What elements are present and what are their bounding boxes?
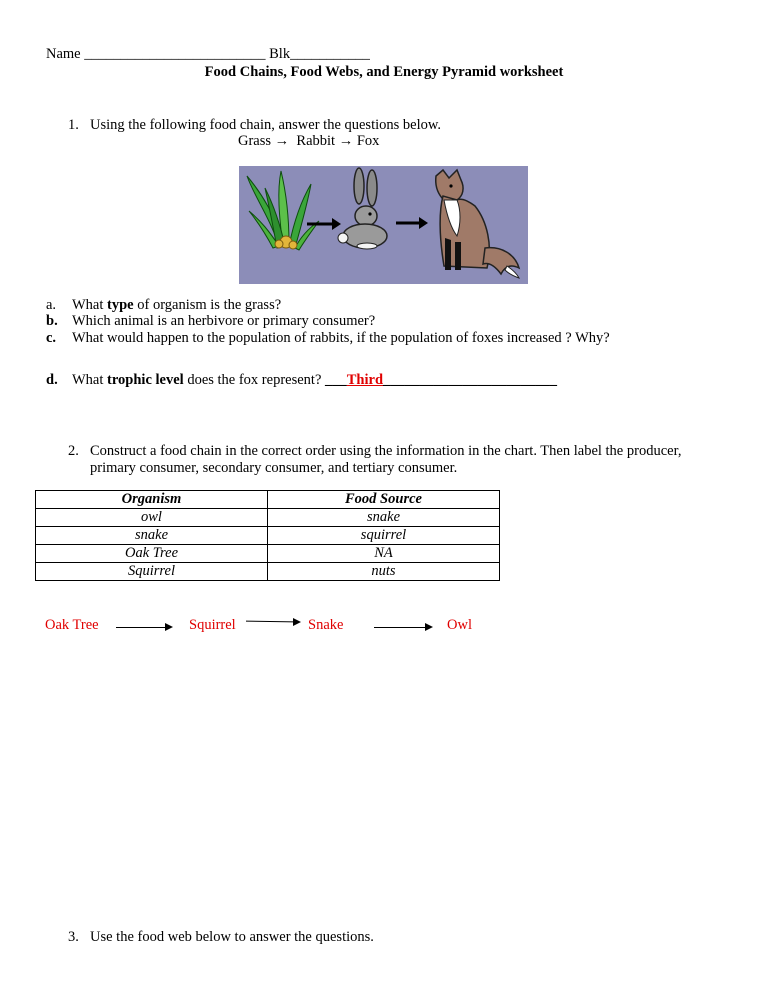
organism-food-table — [35, 490, 500, 581]
answer-owl[interactable]: Owl — [447, 617, 472, 633]
answer-oak-tree[interactable]: Oak Tree — [45, 617, 99, 633]
fox-drawing — [436, 170, 519, 278]
q1-prompt: Using the following food chain, answer the questions below. — [90, 117, 442, 133]
table-row — [36, 527, 500, 545]
blk-blank[interactable]: ___________ — [290, 46, 370, 62]
answer-arrow-3 — [374, 627, 426, 628]
part-a-letter: a. — [46, 297, 57, 313]
chain-arrow-2: → — [338, 133, 354, 149]
chain-grass: Grass — [238, 133, 272, 149]
part-c-letter: c. — [46, 330, 57, 346]
organism-cell: owl — [36, 509, 268, 527]
answer-arrow-1 — [116, 627, 166, 628]
food-source-cell: nuts — [268, 563, 500, 581]
part-d-text: What trophic level does the fox represent? ___Third________________________ — [72, 372, 558, 388]
food-source-cell: NA — [268, 545, 500, 563]
blk-label: Blk — [269, 46, 291, 62]
q1-part-c — [46, 330, 610, 347]
answer-arrow-2-head — [293, 618, 301, 626]
organism-cell: Squirrel — [36, 563, 268, 581]
answer-squirrel[interactable]: Squirrel — [189, 617, 236, 633]
q2-prompt-line2: primary consumer, secondary consumer, and tertiary consumer. — [90, 460, 458, 476]
table-header-row — [36, 491, 500, 509]
q2-prompt-line1: Construct a food chain in the correct order using the information in the chart. Then label the producer, — [90, 443, 682, 459]
header-food-source: Food Source — [268, 491, 500, 509]
header-organism: Organism — [36, 491, 268, 509]
food-source-cell: squirrel — [268, 527, 500, 545]
part-c-text: What would happen to the population of rabbits, if the population of foxes increased ? Why? — [72, 330, 610, 346]
q1-number: 1. — [68, 117, 79, 133]
table-row — [36, 545, 500, 563]
q3-prompt: Use the food web below to answer the questions. — [90, 929, 374, 945]
grass-drawing — [247, 171, 319, 250]
q1-part-d — [46, 372, 558, 389]
part-a-text: What type of organism is the grass? — [72, 297, 282, 313]
part-b-letter: b. — [46, 313, 58, 329]
part-d-answer[interactable]: Third — [346, 372, 384, 388]
table-row — [36, 563, 500, 581]
food-source-cell: snake — [268, 509, 500, 527]
answer-arrow-1-head — [165, 623, 173, 631]
food-chain-illustration — [239, 166, 528, 284]
q2-number: 2. — [68, 443, 79, 459]
q3-number: 3. — [68, 929, 79, 945]
q1-chain-text — [238, 133, 379, 150]
chain-arrow-1: → — [274, 133, 290, 149]
answer-snake[interactable]: Snake — [308, 617, 344, 633]
chain-rabbit: Rabbit — [296, 133, 336, 149]
food-chain-svg — [239, 166, 528, 284]
rabbit-drawing — [338, 168, 387, 249]
table-row — [36, 509, 500, 527]
answer-arrow-3-head — [425, 623, 433, 631]
name-blank[interactable]: _________________________ — [84, 46, 266, 62]
q1-part-b — [46, 313, 376, 330]
name-line — [46, 46, 370, 63]
q1-part-a — [46, 297, 282, 314]
worksheet-title: Food Chains, Food Webs, and Energy Pyramid worksheet — [204, 64, 564, 80]
part-d-letter: d. — [46, 372, 58, 388]
image-arrow-2 — [396, 217, 428, 229]
organism-cell: snake — [36, 527, 268, 545]
name-label: Name — [46, 46, 81, 62]
organism-cell: Oak Tree — [36, 545, 268, 563]
part-b-text: Which animal is an herbivore or primary consumer? — [72, 313, 376, 329]
chain-fox: Fox — [356, 133, 380, 149]
answer-arrow-2 — [246, 621, 294, 623]
